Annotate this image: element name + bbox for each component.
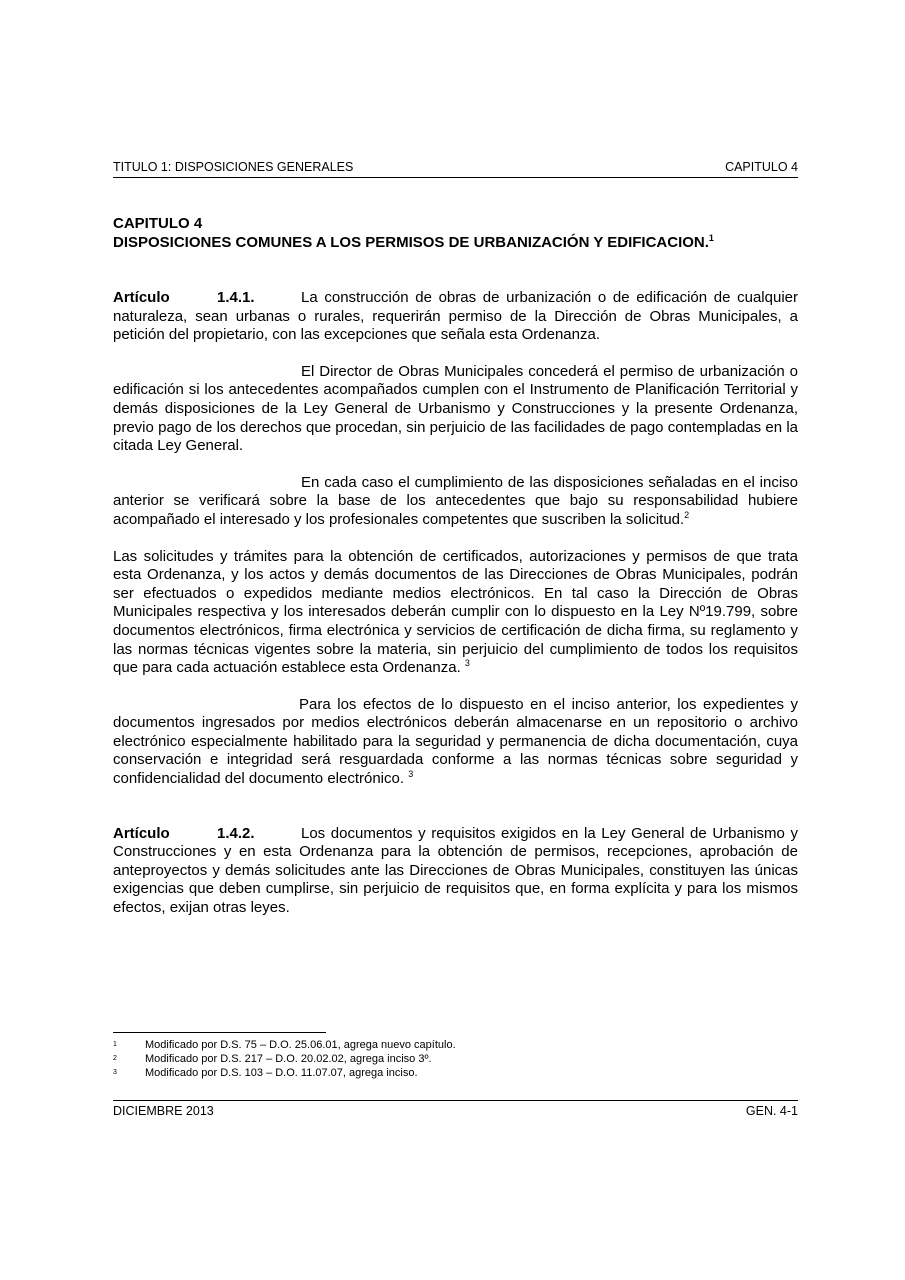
article-label: Artículo: [113, 289, 170, 306]
page-footer: [113, 1100, 798, 1118]
chapter-heading: [113, 214, 798, 252]
footer-date: DICIEMBRE 2013: [113, 1104, 214, 1118]
page-header: [113, 160, 798, 178]
page-number: GEN. 4-1: [745, 1104, 798, 1118]
footnote-ref: 2: [684, 509, 690, 520]
footnotes: [113, 1038, 798, 1080]
footnote: 3 Modificado por D.S. 103 – D.O. 11.07.07, agrega inciso.: [113, 1067, 418, 1079]
footnote: 1 Modificado por D.S. 75 – D.O. 25.06.01, agrega nuevo capítulo.: [113, 1039, 456, 1051]
article-paragraph: Artículo 1.4.2. Los documentos y requisitos exigidos en la Ley General de Urbanismo y Construcciones y en esta Ordenanza para la obtención de permisos, recepciones, aprobación de anteproyectos y demás solicitudes ante las Direcciones de Obras Municipales, constituyen las únicas exigencias que deben cumplirse, sin perjuicio de requisitos que, en forma explícita y para los mismos efectos, exijan otras leyes.: [113, 824, 798, 917]
article-number: 1.4.1.: [217, 289, 255, 306]
footnote-ref: 3: [464, 658, 470, 669]
article-number: 1.4.2.: [217, 824, 255, 842]
footnote-divider: [113, 1032, 326, 1033]
header-title: TITULO 1: DISPOSICIONES GENERALES: [113, 160, 354, 174]
footnote-ref: 3: [408, 769, 414, 780]
chapter-title: DISPOSICIONES COMUNES A LOS PERMISOS DE URBANIZACIÓN Y EDIFICACION.$^1$: [113, 233, 714, 251]
article-paragraph: Las solicitudes y trámites para la obtención de certificados, autorizaciones y permisos de que trata esta Ordenanza, y los actos y demás documentos de las Direcciones de Obras Municipales, podrán ser efectuados o expedidos mediante medios electrónicos. En tal caso la Dirección de Obras Municipales respectiva y los interesados deberán cumplir con lo dispuesto en la Ley Nº19.799, sobre documentos electrónicos, firma electrónica y servicios de certificación de dicha firma, su reglamento y las normas técnicas vigentes sobre la materia, sin perjuicio del cumplimiento de todos los requisitos que para cada actuación establece esta Ordenanza. $^3$: [113, 547, 798, 677]
article-paragraph: Para los efectos de lo dispuesto en el inciso anterior, los expedientes y documentos ingresados por medios electrónicos deberán almacenarse en un repositorio o archivo electrónico especialmente habilitado para la seguridad y permanencia de dicha documentación, cuya conservación e integridad será resguardada conforme a las normas técnicas sobre seguridad y confidencialidad del documento electrónico. $^3$: [113, 695, 798, 788]
document-body: [113, 289, 798, 936]
footnote-ref: 1: [708, 233, 714, 243]
header-chapter: CAPITULO 4: [725, 160, 798, 174]
chapter-number: CAPITULO 4: [113, 215, 203, 232]
article-paragraph: El Director de Obras Municipales concederá el permiso de urbanización o edificación si los antecedentes acompañados cumplen con el Instrumento de Planificación Territorial y demás disposiciones de la Ley General de Urbanismo y Construcciones y la presente Ordenanza, previo pago de los derechos que procedan, sin perjuicio de las facilidades de pago contempladas en la citada Ley General.: [113, 362, 798, 455]
article-paragraph: Artículo 1.4.1. La construcción de obras de urbanización o de edificación de cualquier naturaleza, sean urbanas o rurales, requerirán permiso de la Dirección de Obras Municipales, a petición del propietario, con las excepciones que señala esta Ordenanza.: [113, 289, 798, 344]
article-label: Artículo: [113, 824, 170, 842]
article-paragraph: En cada caso el cumplimiento de las disposiciones señaladas en el inciso anterior se verificará sobre la base de los antecedentes que bajo su responsabilidad hubiere acompañado el interesado y los profesionales competentes que suscriben la solicitud.$^2$: [113, 473, 798, 528]
footnote: 2 Modificado por D.S. 217 – D.O. 20.02.02, agrega inciso 3º.: [113, 1053, 432, 1065]
